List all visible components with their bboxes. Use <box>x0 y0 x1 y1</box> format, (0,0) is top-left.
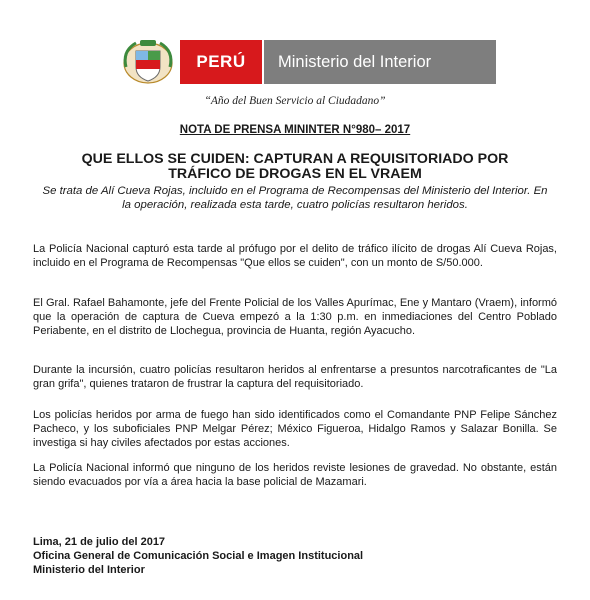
paragraph-4: Los policías heridos por arma de fuego han sido identificados como el Comandante PNP Felipe Sánchez Pacheco, y los suboficiales PNP Melgar Pérez; México Figueroa, Hidalgo Ramos y Salazar Bonilla. Se investiga si hay civiles afectados por estas acciones. <box>33 409 557 449</box>
ministry-name-box: Ministerio del Interior <box>264 40 496 84</box>
paragraph-3: Durante la incursión, cuatro policías resultaron heridos al enfrentarse a presuntos narcotraficantes de "La gran grifa", quienes trataron de frustrar la captura del requisitoriado. <box>33 364 557 390</box>
signature-block <box>33 535 363 577</box>
press-release-title: NOTA DE PRENSA MININTER N°980– 2017 <box>179 124 411 136</box>
office-name: Oficina General de Comunicación Social e Imagen Institucional <box>33 550 364 562</box>
subheadline: Se trata de Alí Cueva Rojas, incluido en el Programa de Recompensas del Ministerio del Interior. En la operación, realizada esta tarde, cuatro policías resultaron heridos. <box>42 185 548 211</box>
paragraph-2: El Gral. Rafael Bahamonte, jefe del Frente Policial de los Valles Apurímac, Ene y Mantaro (Vraem), informó que la operación de captura de Cueva empezó a la 1:30 p.m. en inmediaciones del Centro Poblado Periabente, en el distrito de Llochegua, provincia de Huanta, región Ayacucho. <box>33 297 557 337</box>
paragraph-5: La Policía Nacional informó que ninguno de los heridos reviste lesiones de gravedad. No obstante, están siendo evacuados por vía a área hacia la base policial de Mazamari. <box>33 462 557 488</box>
dateline: Lima, 21 de julio del 2017 <box>33 536 166 548</box>
peru-brand-box: PERÚ <box>180 40 262 84</box>
paragraph-1: La Policía Nacional capturó esta tarde al prófugo por el delito de tráfico ilícito de drogas Alí Cueva Rojas, incluido en el Programa de Recompensas "Que ellos se cuiden", con un monto de S/50.000. <box>33 243 557 269</box>
headline: QUE ELLOS SE CUIDEN: CAPTURAN A REQUISITORIADO POR TRÁFICO DE DROGAS EN EL VRAEM <box>81 151 509 182</box>
year-motto: “Año del Buen Servicio al Ciudadano” <box>204 95 386 107</box>
coat-of-arms-icon <box>118 37 178 87</box>
ministry-signature: Ministerio del Interior <box>33 564 145 576</box>
